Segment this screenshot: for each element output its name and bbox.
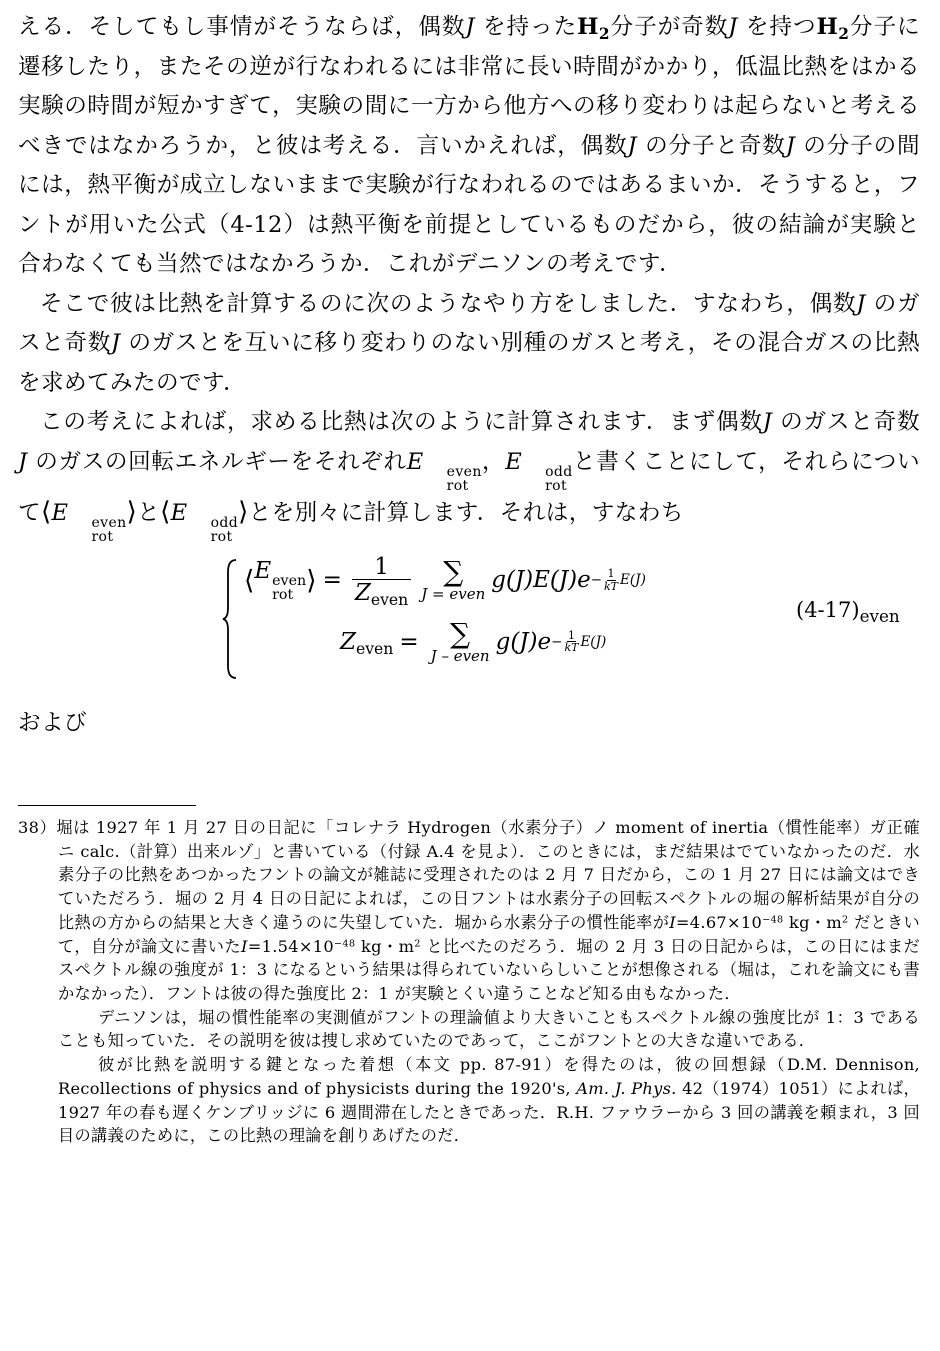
conjunction-text: および — [18, 709, 87, 736]
symbol-mean-E-rot-odd: ⟨E odd rot ⟩ — [160, 496, 249, 545]
symbol-J: J — [785, 132, 796, 159]
footnote-38-paragraph-3: 彼が比熱を説明する鍵となった着想（本文 pp. 87-91）を得たのは，彼の回想録（D.M. Dennison, Recollections of physics and of physicists during the 1920's, Am. J. Phys. 42（1974）1051）によれば，1927 年の春も遅くケンブリッジに 6 週間滞在したときであった．R.H. ファウラーから 3 回の講義を頼まれ，3 回目の講義のために，この比熱の理論を創りあげたのだ． — [58, 1055, 920, 1146]
symbol-E-rot-odd: E odd rot — [505, 448, 573, 494]
footnote-38-paragraph-1: 38）堀は 1927 年 1 月 27 日の日記に「コレナラ Hydrogen（水素分子）ノ moment of inertia（慣性能率）ガ正確ニ calc.（計算）出来ルゾ」と書いている（付録 A.4 を見よ）．このときには，まだ結果はでていなかったのだ．水素分子の比熱をあつかったフントの論文が雑誌に受理されたのは 2 月 7 日だから，この 1 月 27 日には論文はできていただろう．堀の 2 月 4 日の日記によれば，この日フントは水素分子の回転スペクトルの堀の解析結果が自分の比熱の方からの結果と大きく違うのに失望していた．堀から水素分子の慣性能率が$I=4.67\times 10^{-48}$ kg・$m^2$ だときいて，自分が論文に書いた$I=1.54\times 10^{-48}$ kg・$m^2$ と比べたのだろう．堀の 2 月 3 日の日記からは，この日にはまだスペクトル線の強度が 1：3 になるという結果は得られていないらしいことが想像される（堀は，これを論文にも書かなかった）．フントは彼の得た強度比 2：1 が実験とくい違うことなど知る由もなかった． — [18, 818, 920, 1003]
summation: ∑ J – even — [430, 616, 490, 665]
body-paragraph-2: そこで彼は比熱を計算するのに次のようなやり方をしました．すなわち，偶数J のガスと奇数J のガスとを互いに移り変わりのない別種のガスと考え，その混合ガスの比熱を求めてみたのです． — [18, 290, 920, 396]
equation-4-17-even — [18, 552, 920, 684]
symbol-E-rot-even: E even rot — [406, 448, 482, 494]
equation-line-partition-function: $Z_{even}$ = ∑ J – even g(J)e − $\frac{1}{kT}$ E(J) — [340, 616, 607, 665]
symbol-J: J — [18, 448, 28, 475]
exponent: − $\frac{1}{kT}$ E(J) — [551, 628, 607, 655]
symbol-J: J — [728, 14, 738, 40]
page — [18, 8, 920, 1148]
symbol-H2: $H_2$ — [816, 14, 850, 43]
summation: ∑ J = even — [421, 555, 486, 604]
symbol-J: J — [762, 409, 773, 435]
equation-brace — [222, 558, 238, 680]
symbol-J: J — [856, 290, 866, 317]
equation-line-mean-energy: ⟨ E even rot ⟩ = $\frac{1}{Z_{even}}$ ∑ J = even g(J)E(J)e − $\frac{1}{kT}$ E(J) — [244, 553, 646, 609]
equation-number: $(4-17)_{even}$ — [796, 597, 900, 626]
fraction-one-over-Z: $\frac{1}{Z_{even}}$ — [352, 556, 411, 605]
footnote-divider — [18, 805, 196, 806]
symbol-mean-E-rot-even: ⟨E even rot ⟩ — [41, 496, 138, 545]
body-paragraph-1: える．そしてもし事情がそうならば，偶数J を持った$H_2$分子が奇数J を持つ$H_2$分子に遷移したり，またその逆が行なわれるには非常に長い時間がかかり，低温比熱をはかる実験の時間が短かすぎて，実験の間に一方から他方への移り変わりは起らないと考えるべきではなかろうか，と彼は考える．言いかえれば，偶数J の分子と奇数J の分子の間には，熱平衡が成立しないままで実験が行なわれるのではあるまいか．そうすると，フントが用いた公式（4-12）は熱平衡を前提としているものだから，彼の結論が実験と合わなくても当然ではなかろうか．これがデニソンの考えです． — [18, 14, 921, 277]
symbol-J: J — [465, 14, 475, 40]
exponent: − $\frac{1}{kT}$ E(J) — [590, 567, 646, 593]
body-paragraph-3: この考えによれば，求める比熱は次のように計算されます．まず偶数J のガスと奇数J のガスの回転エネルギーをそれぞれE even rot ，E odd rot と書くことにして，それらについて⟨E even rot ⟩と⟨E odd rot ⟩とを別々に計算します．それは，すなわち — [18, 409, 920, 545]
symbol-J: J — [111, 330, 121, 356]
symbol-J: J — [627, 132, 638, 159]
symbol-H2: $H_2$ — [577, 14, 610, 43]
footnote-38-paragraph-2: デニソンは，堀の慣性能率の実測値がフントの理論値より大きいこともスペクトル線の強度比が 1：3 であることも知っていた．その説明を彼は捜し求めていたのであって，ここがフントとの大きな違いである． — [58, 1007, 920, 1051]
